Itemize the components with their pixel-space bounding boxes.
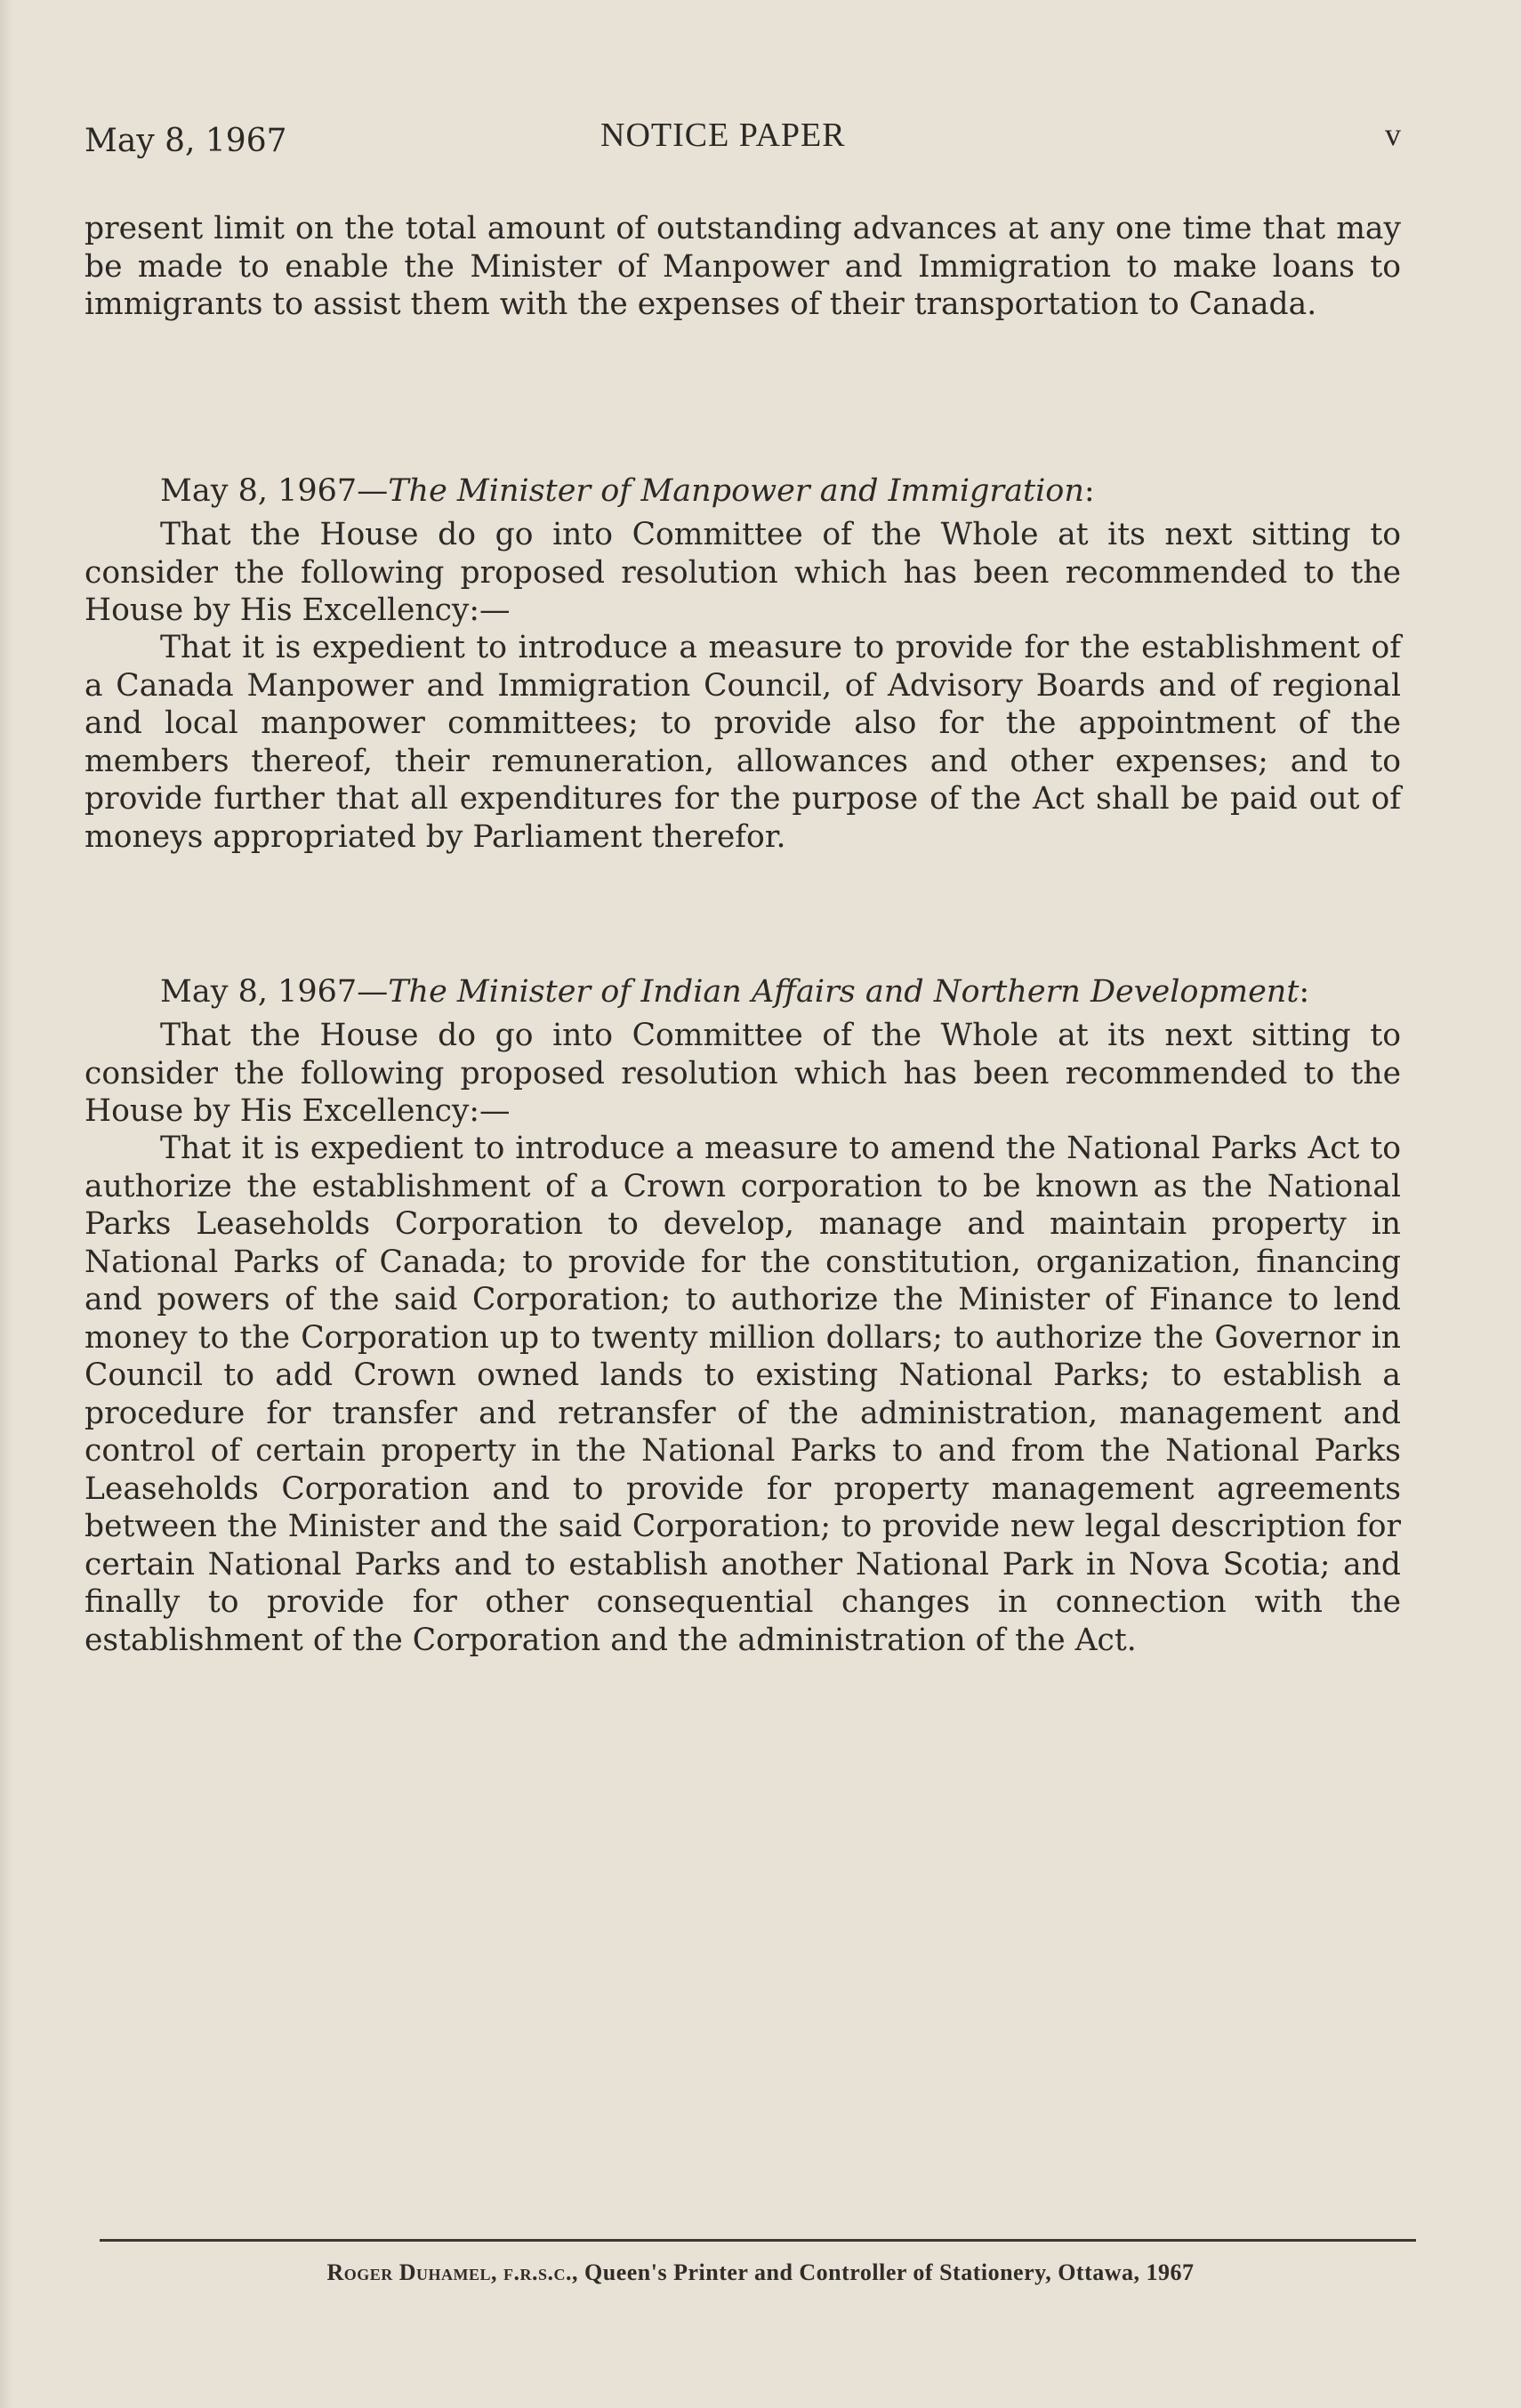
notice-2-resolution: That it is expedient to introduce a measure to amend the National Parks Act to authorize the establishment of a Crown corporation to be known as the National Parks Leaseholds Corporation to develop, manage and maintain property in National Parks of Canada; to provide for the constitution, organization, financing and powers of the said Corporation; to authorize the Minister of Finance to lend money to the Corporation up to twenty million dollars; to authorize the Governor in Council to add Crown owned lands to existing National Parks; to establish a procedure for transfer and retransfer of the administration, management and control of certain property in the National Parks to and from the National Parks Leaseholds Corporation and to provide for property management agreements between the Minister and the said Corporation; to provide new legal description for certain National Parks and to establish another National Park in Nova Scotia; and finally to provide for other consequential changes in connection with the establishment of the Corporation and the administration of the Act. bbox=[84, 1131, 1401, 1658]
notice-2-minister: The Minister of Indian Affairs and Northern Development bbox=[388, 974, 1300, 1010]
header-date: May 8, 1967 bbox=[84, 123, 287, 159]
notice-2-intro: That the House do go into Committee of the Whole at its next sitting to consider the following proposed resolution which has been recommended to the House by His Excellency:— bbox=[84, 1018, 1401, 1129]
page-number: v bbox=[1385, 117, 1401, 152]
notice-2-heading bbox=[160, 974, 1309, 1010]
printer-imprint bbox=[0, 2259, 1521, 2286]
notice-1-resolution: That it is expedient to introduce a measure to provide for the establishment of a Canada Manpower and Immigration Council, of Advisory Boards and of regional and local manpower committees; to provide also for the appointment of the members thereof, their remuneration, allowances and other expenses; and to provide further that all expenditures for the purpose of the Act shall be paid out of moneys appropriated by Parliament therefor. bbox=[84, 630, 1401, 855]
running-head bbox=[84, 116, 1401, 160]
footer-rule bbox=[100, 2239, 1416, 2242]
continuation-paragraph: present limit on the total amount of outstanding advances at any one time that may be made to enable the Minister of Manpower and Immigration to make loans to immigrants to assist them with the expenses of their transportation to Canada. bbox=[84, 211, 1401, 322]
notice-2-colon: : bbox=[1299, 974, 1310, 1010]
page-edge bbox=[0, 0, 12, 2408]
printer-credentials: , f.r.s.c., bbox=[491, 2259, 579, 2285]
notice-1-date: May 8, 1967— bbox=[160, 473, 389, 509]
notice-1-intro: That the House do go into Committee of the Whole at its next sitting to consider the following proposed resolution which has been recommended to the House by His Excellency:— bbox=[84, 517, 1401, 628]
notice-2-date: May 8, 1967— bbox=[160, 974, 389, 1010]
notice-1-minister: The Minister of Manpower and Immigration bbox=[388, 473, 1084, 509]
printer-name: Roger Duhamel bbox=[326, 2259, 492, 2285]
notice-1-heading bbox=[160, 473, 1095, 509]
header-title: NOTICE PAPER bbox=[600, 117, 846, 154]
imprint-text: Queen's Printer and Controller of Stationery, Ottawa, 1967 bbox=[578, 2259, 1195, 2285]
notice-1-colon: : bbox=[1083, 473, 1095, 509]
